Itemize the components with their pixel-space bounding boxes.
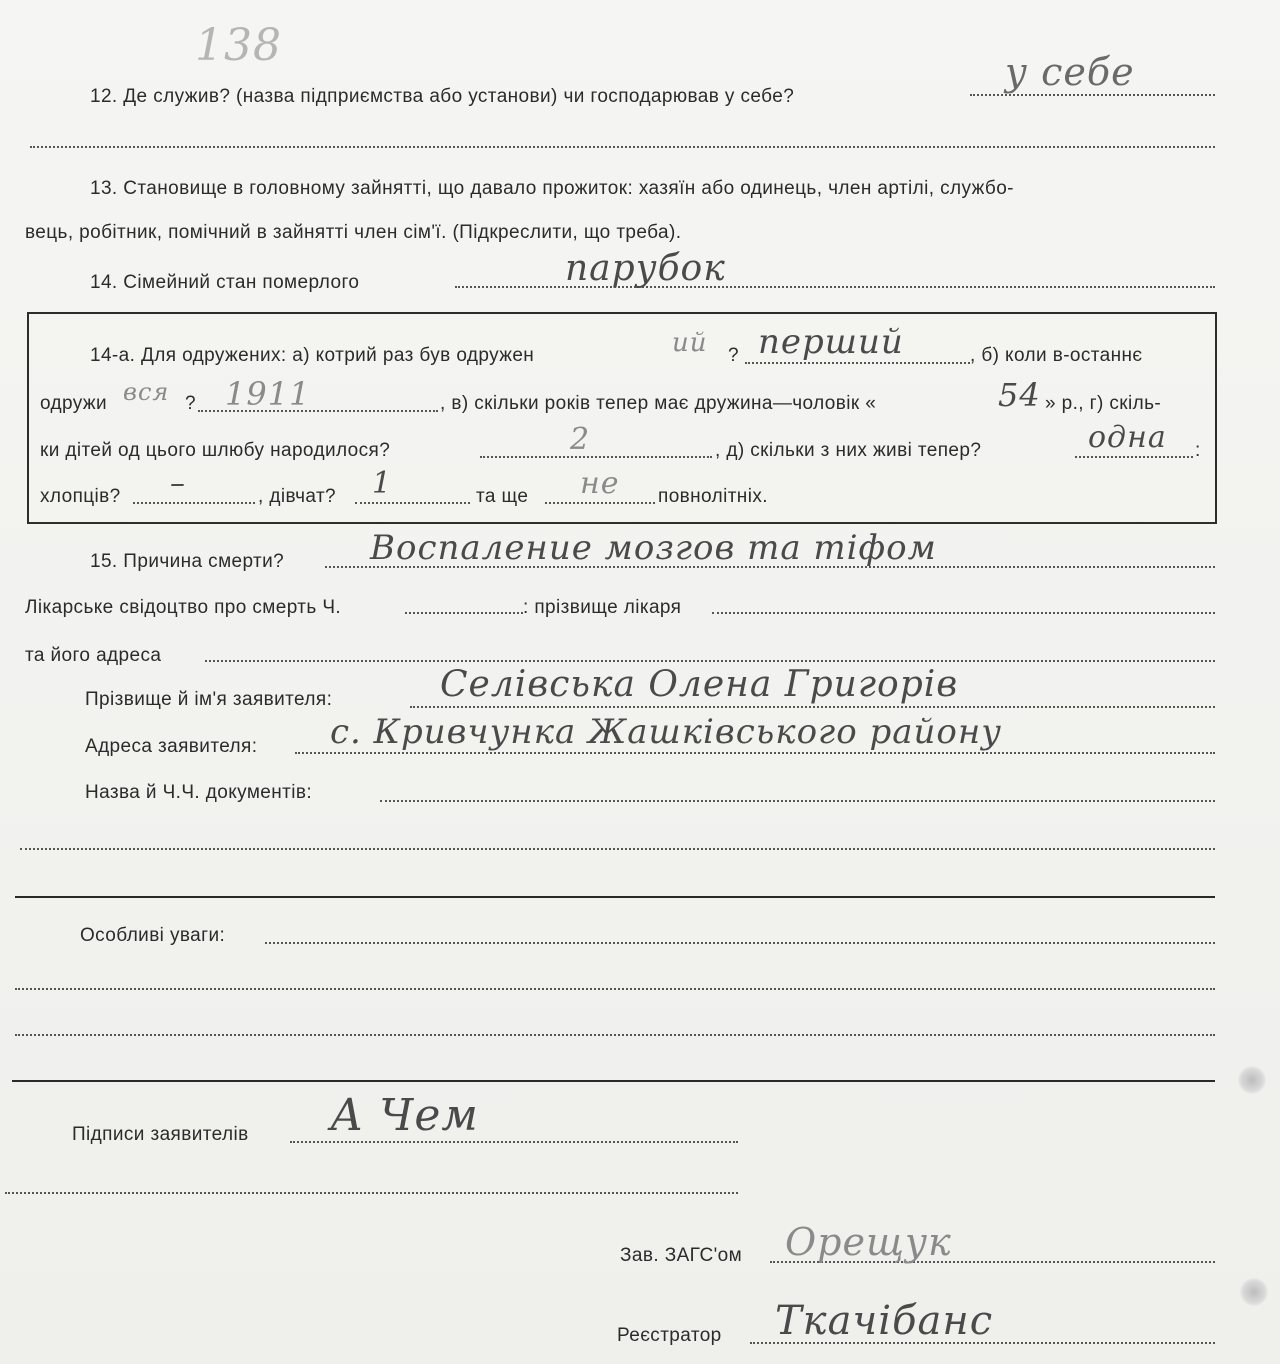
remarks-label: Особливі уваги:: [80, 925, 226, 946]
q13-line2: вець, робітник, помічний в зайнятті член сім'ї. (Підкреслити, що треба).: [25, 222, 682, 243]
q13-line1: 13. Становище в головному зайнятті, що давало прожиток: хазяїн або одинець, член артілі, службо-: [90, 178, 1014, 199]
remarks-line-3: [15, 1034, 1215, 1036]
medical-number-line: [405, 612, 523, 614]
applicant-signature-line: [290, 1141, 738, 1143]
doctor-address-line: [205, 660, 1215, 662]
doctor-name-line: [712, 612, 1215, 614]
q14a-line3-c: :: [1195, 440, 1201, 461]
applicant-docs-line-2: [20, 848, 1215, 850]
q14a-line4-d: повнолітніх.: [658, 486, 768, 507]
applicant-signature-label: Підписи заявителів: [72, 1124, 249, 1145]
applicant-name-line: [410, 706, 1215, 708]
q14a-which-answer: перший: [758, 322, 904, 362]
medical-label-c: та його адреса: [25, 645, 162, 666]
section-divider-2: [12, 1080, 1215, 1082]
punch-hole-top: [1238, 1066, 1266, 1094]
q14a-boys-answer: –: [170, 466, 186, 501]
applicant-signature-line-2: [5, 1192, 738, 1194]
q14a-line3-b: , д) скільки з них живі тепер?: [715, 440, 982, 461]
registrar-signature: Ткачібанс: [775, 1298, 994, 1344]
q14a-alive-line: [1075, 456, 1193, 458]
q14a-line2-c: , в) скільки років тепер має дружина—чоловік «: [440, 393, 877, 414]
applicant-address-label: Адреса заявителя:: [85, 736, 258, 757]
q14a-year-answer: 1911: [225, 375, 311, 413]
q14a-alive-answer: одна: [1088, 420, 1167, 455]
head-label: Зав. ЗАГС'ом: [620, 1245, 743, 1266]
married-section-box: [27, 312, 1217, 524]
q14a-which-line: [745, 362, 970, 364]
q14a-which-suffix: ий: [672, 328, 708, 358]
remarks-line-1: [265, 942, 1215, 944]
q15-label: 15. Причина смерти?: [90, 551, 285, 572]
applicant-docs-line: [380, 800, 1215, 802]
q14a-age-answer: 54: [998, 376, 1041, 414]
medical-label-a: Лікарське свідоцтво про смерть Ч.: [25, 597, 342, 618]
q14a-line1-c: , б) коли в-останнє: [970, 345, 1143, 366]
q14a-boys-line: [133, 502, 255, 504]
q14a-line4-a: хлопців?: [40, 486, 121, 507]
q14a-line4-c: та ще: [476, 486, 529, 507]
applicant-docs-label: Назва й Ч.Ч. документів:: [85, 782, 313, 803]
q14a-line3-a: ки дітей од цього шлюбу народилося?: [40, 440, 391, 461]
q14-label: 14. Сімейний стан померлого: [90, 272, 360, 293]
q14a-line2-a: одружи: [40, 393, 108, 414]
q14a-line4-b: , дівчат?: [258, 486, 337, 507]
medical-label-b: : прізвище лікаря: [523, 597, 682, 618]
section-divider-1: [15, 896, 1215, 898]
q14a-line1-b: ?: [728, 345, 739, 366]
q12-answer: у себе: [1005, 50, 1135, 94]
applicant-address-value: с. Кривчунка Жашківського району: [330, 712, 1003, 752]
q14-answer: парубок: [565, 248, 726, 289]
q14a-line2-d: » р., г) скіль-: [1045, 393, 1162, 414]
q14a-minors-line: [545, 502, 655, 504]
q12-label: 12. Де служив? (назва підприємства або установи) чи господарював у себе?: [90, 86, 795, 107]
applicant-address-line: [295, 752, 1215, 754]
q14a-girls-line: [355, 502, 470, 504]
q14a-line1-a: 14-а. Для одружених: а) котрий раз був одружен: [90, 345, 535, 366]
q14a-when-suffix: вся: [123, 378, 170, 406]
q14a-minors-answer: не: [580, 466, 620, 501]
applicant-name-label: Прізвище й ім'я заявителя:: [85, 689, 333, 710]
q14a-girls-answer: 1: [372, 466, 393, 501]
applicant-signature: А Чем: [330, 1090, 479, 1141]
q12-answer-line: [970, 94, 1215, 96]
q15-answer: Воспаление мозгов та тіфом: [370, 528, 937, 568]
remarks-line-2: [15, 988, 1215, 990]
applicant-name-value: Селівська Олена Григорів: [440, 664, 959, 705]
punch-hole-bottom: [1240, 1278, 1268, 1306]
head-signature: Орещук: [785, 1220, 952, 1264]
corner-mark: 138: [195, 20, 282, 71]
registrar-label: Реєстратор: [617, 1325, 722, 1346]
q12-continuation-line: [30, 146, 1215, 148]
q14a-children-line: [480, 456, 712, 458]
q14a-children-answer: 2: [570, 422, 591, 457]
q14a-line2-b: ?: [185, 393, 196, 414]
